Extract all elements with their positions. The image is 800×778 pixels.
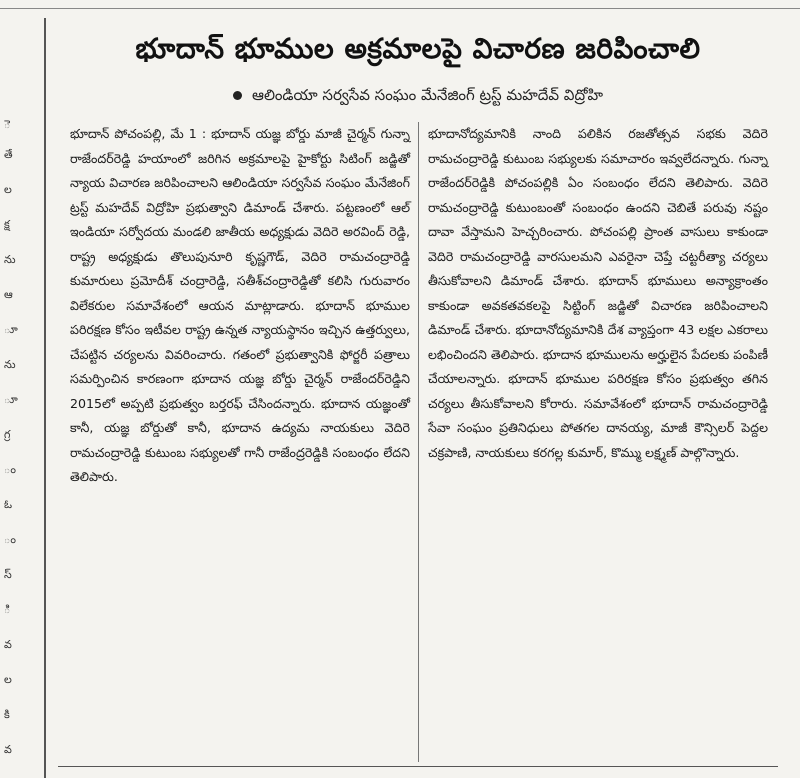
news-article [58,14,800,778]
bullet-icon [233,91,242,100]
subheadline-text: ఆలిండియా సర్వసేవ సంఘం మేనేజింగ్ ట్రస్ట్ మహదేవ్ విద్రోహి [251,86,604,104]
bottom-divider [58,766,778,767]
article-column-right: భూదానోద్యమానికి నాంది పలికిన రజతోత్సవ సభకు వెదిరె రామచంద్రారెడ్డి కుటుంబ సభ్యులకు సమాచారం ఇవ్వలేదన్నారు. గున్నా రాజేందర్‌రెడ్డికి పోచంపల్లికి ఏం సంబంధం లేదని తెలిపారు. వెదిరె రామచంద్రారెడ్డి కుటుంబంతో సంబంధం ఉందని చెబితే పరువు నష్టం దావా వేస్తామని హెచ్చరించారు. పోచంపల్లి ప్రాంత వాసులు కాకుండా వెదిరె రామచంద్రారెడ్డి వారసులమని ఎవరైనా చెప్తే చట్టరీత్యా చర్యలు తీసుకోవాలని డిమాండ్ చేశారు. భూదాన్ భూములు అన్యాక్రాంతం కాకుండా అవకతవకలపై సిట్టింగ్ జడ్జితో విచారణ జరిపించాలని డిమాండ్ చేశారు. భూదానోద్యమానికి దేశ వ్యాప్తంగా 43 లక్షల ఎకరాలు లభించిందని తెలిపారు. భూదాన భూములను అర్హులైన పేదలకు పంపిణీ చేయాలన్నారు. భూదాన్ భూముల పరిరక్షణ కోసం ప్రభుత్వం తగిన చర్యలు తీసుకోవాలని కోరారు. సమావేశంలో భూదాన్ రామచంద్రారెడ్డి సేవా సంఘం ప్రతినిధులు పోతగల దానయ్య, మాజీ కౌన్సిలర్ పెద్దల చక్రపాణి, నాయకులు కరగల్ల కుమార్, కొమ్ము లక్ష్మణ్ పాల్గొన్నారు. [428,126,768,460]
column-divider [418,122,419,762]
top-border [0,0,800,9]
article-headline: భూదాన్ భూముల అక్రమాలపై విచారణ జరిపించాలి [135,32,701,65]
article-column-left: భూదాన్ పోచంపల్లి, మే 1 : భూదాన్ యజ్ఞ బోర్డు మాజీ చైర్మన్ గున్నా రాజేందర్‌రెడ్డి హయాంలో జరిగిన అక్రమాలపై హైకోర్టు సిటింగ్ జడ్జితో న్యాయ విచారణ జరిపించాలని ఆలిండియా సర్వసేవ సంఘం మేనేజింగ్ ట్రస్ట్ మహదేవ్ విద్రోహి ప్రభుత్వాని డిమాండ్ చేశారు. పట్టణంలో ఆల్ ఇండియా సర్వోదయ మండలి జాతీయ అధ్యక్షుడు వెదిరె అరవింద్ రెడ్డి, రాష్ట్ర అధ్యక్షుడు తొలుపునూరి కృష్ణగౌడ్, వెదిరె రామచంద్రారెడ్డి కుమారులు ప్రమోదీశ్ చంద్రారెడ్డి, సతీశ్‌చంద్రారెడ్డితో కలిసి గురువారం విలేకరుల సమావేశంలో ఆయన మాట్లాడారు. భూదాన్ భూముల పరిరక్షణ కోసం ఇటీవల రాష్ట్ర ఉన్నత న్యాయస్థానం ఇచ్చిన ఉత్తర్వులు, చేపట్టిన చర్యలను వివరించారు. గతంలో ప్రభుత్వానికి ఫోర్జరీ పత్రాలు సమర్పించిన కారణంగా భూదాన యజ్ఞ బోర్డు చైర్మన్ రాజేందర్‌రెడ్డిని 2015లో అప్పటి ప్రభుత్వం బర్తరఫ్ చేసిందన్నారు. భూదాన యజ్ఞంతో కానీ, యజ్ఞ బోర్డుతో కానీ, భూదాన ఉద్యమ నాయకులు వెదిరె రామచంద్రారెడ్డి కుటుంబ సభ్యులతో గానీ రాజేంద్రరెడ్డికి సంబంధం లేదని తెలిపారు. [70,126,410,484]
adjacent-column-fragment: ె తే ల క్ష ను ఆ ూ ను ూ గ్ర ం ఓ ం స్ ి వ ల కి వ [0,18,46,778]
article-subheadline [58,86,778,108]
